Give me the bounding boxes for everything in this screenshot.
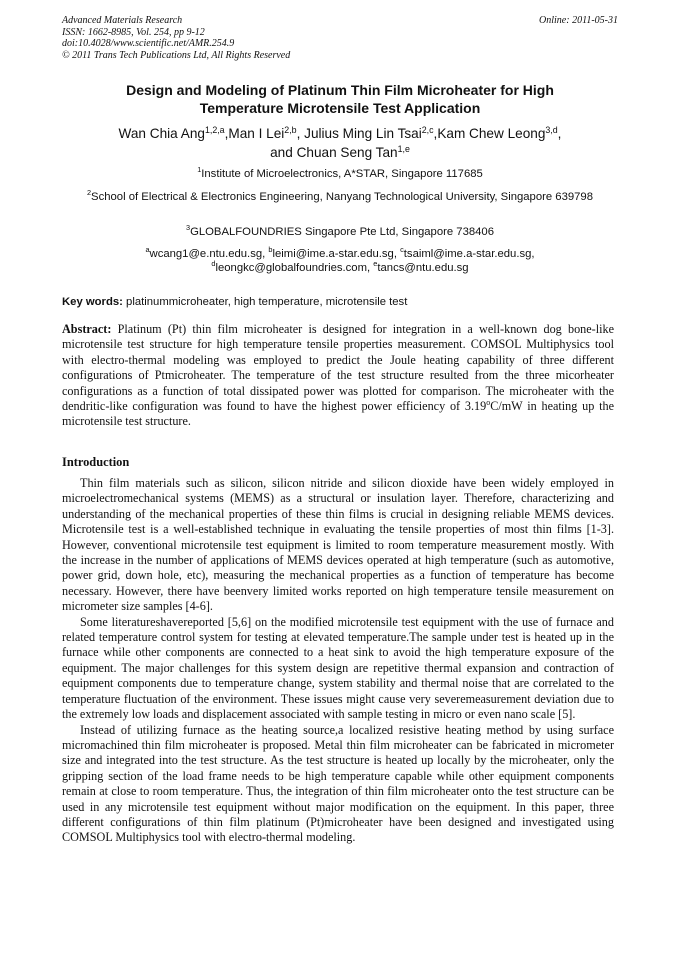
introduction-body (62, 476, 614, 846)
affiliation-sup: 3 (185, 223, 191, 232)
email-address: tancs@ntu.edu.sg (377, 262, 469, 274)
affiliation (62, 190, 618, 204)
affiliation-sup: 1 (197, 165, 202, 174)
journal-header (62, 15, 618, 61)
email-sup: e (373, 259, 378, 268)
keywords-text: platinummicroheater, high temperature, microtensile test (126, 296, 408, 308)
email-address: tsaiml@ime.a-star.edu.sg (403, 248, 532, 260)
keywords (62, 295, 618, 309)
title-line-2: Temperature Microtensile Test Application (199, 100, 481, 116)
journal-name: Advanced Materials Research (62, 15, 183, 26)
body-paragraph: Instead of utilizing furnace as the heating source,a localized resistive heating method by using surface micromachined thin film microheater is proposed. Metal thin film microheater can be fabricated in micrometer size and integrated into the test structure. As the test structure is heated up locally by the microheater, only the gripping section of the load frame needs to be high temperature capable while other equipment components remain at close to room temperature. Thus, the integration of thin film microheater onto the test structure can be used in any microtensile test equipment without major modification on the equipment. In this paper, three different configurations of thin film platinum (Pt)microheater have been designed and investigated using COMSOL Multiphysics tool with electro-thermal modeling. (62, 722, 614, 845)
author-sup: 2,b (284, 125, 297, 135)
author-name: Julius Ming Lin Tsai (304, 126, 422, 141)
author-sup: 3,d (545, 125, 558, 135)
email-address: leimi@ime.a-star.edu.sg (272, 248, 394, 260)
email-sup: d (211, 259, 216, 268)
author-name: Man I Lei (228, 126, 285, 141)
affiliation-text: School of Electrical & Electronics Engineering, Nanyang Technological University, Singapore 639798 (91, 191, 594, 203)
author-sup: 2,c (421, 125, 434, 135)
keywords-label: Key words: (62, 296, 123, 308)
author-sup: 1,e (397, 144, 410, 154)
online-date: Online: 2011-05-31 (539, 15, 618, 26)
abstract-text: Platinum (Pt) thin film microheater is designed for integration in a well-known dog bone-like microtensile test structure for high temperature tensile properties measurement. COMSOL Multiphysics tool with electro-thermal modeling was employed to predict the Joule heating capability of three different configurations of Ptmicroheater. The temperature of the test structure resulted from the three micorheater configurations as a function of total dissipated power was plotted for comparison. The microheater with the dendritic-like configuration was found to have the highest power efficiency of 3.19 (62, 322, 614, 414)
affiliation (62, 167, 618, 181)
body-paragraph: Thin film materials such as silicon, silicon nitride and silicon dioxide have been widely employed in microelectromechanical systems (MEMS) as a structural or insulation layer. Therefore, characterizing and understanding of the mechanical properties of these thin films is crucial in designing reliable MEMS devices. Microtensile test is a well-established technique in evaluating the tensile properties of most thin films [1-3]. However, conventional microtensile test equipment is limited to room temperature measurement mostly. With the increase in the number of applications of MEMS devices operated at high temperature (such as automotive, power grid, down hole, etc), measuring the mechanical properties as a function of temperature has become necessary. However, there have beenvery limited works reported on high temperature tensile measurement on micrometer size samples [4-6]. (62, 476, 614, 614)
email-address: leongkc@globalfoundries.com (215, 262, 367, 274)
author-separator: , (224, 126, 229, 141)
affiliation-text: Institute of Microelectronics, A*STAR, Singapore 117685 (201, 168, 483, 180)
author-name: Kam Chew Leong (437, 126, 546, 141)
email-list: $^a$wcang1@e.ntu.edu.sg, $^b$leimi@ime.a-star.edu.sg, $^c$tsaiml@ime.a-star.edu.sg, $^d$leongkc@globalfoundries.com, $^e$tancs@ntu.edu.sg (145, 245, 535, 274)
doi-line: doi:10.4028/www.scientific.net/AMR.254.9 (62, 38, 235, 49)
author-name: Wan Chia Ang (118, 126, 205, 141)
issn-line: ISSN: 1662-8985, Vol. 254, pp 9-12 (62, 26, 205, 38)
email-address: wcang1@e.ntu.edu.sg (149, 248, 263, 260)
author-list (62, 124, 618, 162)
author-separator: , (433, 126, 438, 141)
section-heading-introduction: Introduction (62, 455, 130, 469)
abstract-label: Abstract: (62, 322, 112, 336)
author-sup: 1,2,a (204, 125, 225, 135)
email-sup: a (145, 245, 150, 254)
degree-sup: o (486, 398, 491, 408)
affiliation-sup: 2 (86, 188, 92, 197)
affiliation (62, 225, 618, 239)
title-line-1: Design and Modeling of Platinum Thin Film Microheater for High (126, 82, 554, 98)
abstract-text-end: C/mW in heating up the microtensile test structure. (62, 399, 614, 429)
paper-title (62, 81, 618, 117)
body-paragraph: Some literatureshavereported [5,6] on the modified microtensile test equipment with the use of furnace and related temperature control system for testing at elevated temperature.The sample under test is heated up in the furnace while other components are connected to a heat sink to avoid the high temperature exposure of the equipment. The major challenges for this system design are repetitive thermal expansion and contraction of equipment components due to temperature change, system stability and thermal noise that are correlated to the temperature fluctuation of the environment. These issues might cause very severemeasurement deviation due to the extremely low loads and displacement associated with sample testing in micro or even nano scale [5]. (62, 614, 614, 722)
author-name: and Chuan Seng Tan (270, 145, 398, 160)
abstract (62, 322, 614, 430)
email-sup: b (268, 245, 273, 254)
email-sup: c (400, 245, 404, 254)
copyright-line: © 2011 Trans Tech Publications Ltd, All Rights Reserved (62, 49, 291, 61)
author-separator: , (557, 126, 562, 141)
affiliation-text: GLOBALFOUNDRIES Singapore Pte Ltd, Singapore 738406 (190, 226, 494, 238)
author-separator: , (296, 126, 305, 141)
